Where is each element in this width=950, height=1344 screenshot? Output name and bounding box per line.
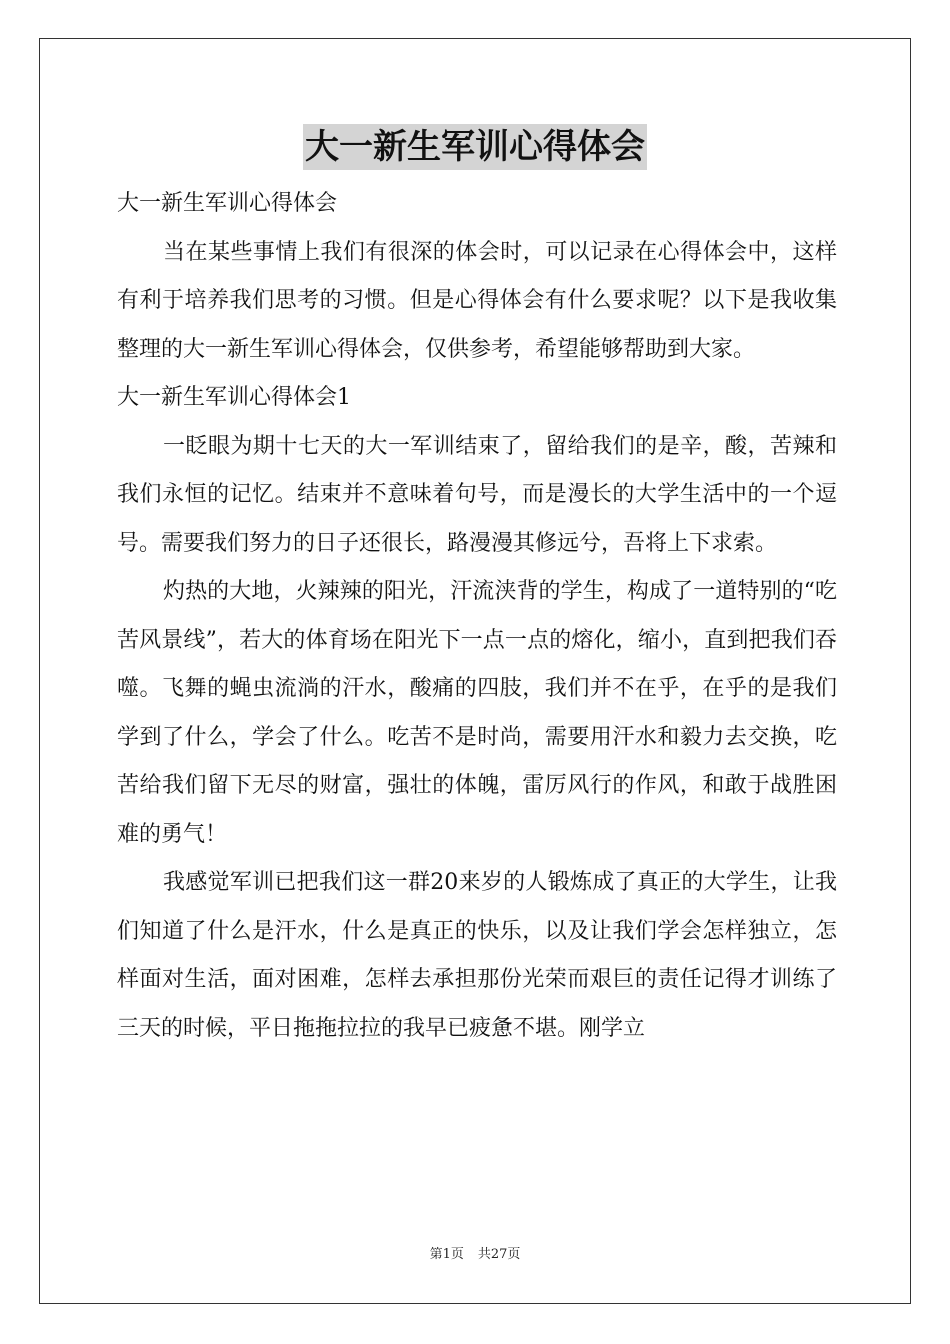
section-heading: 大一新生军训心得体会: [117, 191, 338, 216]
intro-paragraph: 当在某些事情上我们有很深的体会时，可以记录在心得体会中，这样有利于培养我们思考的习惯。但是心得体会有什么要求呢？以下是我收集整理的大一新生军训心得体会，仅供参考，希望能够帮助到大家。: [117, 239, 837, 362]
document-title: 大一新生军训心得体会: [303, 124, 647, 170]
section-heading: 大一新生军训心得体会1: [117, 385, 351, 410]
document-body: [117, 180, 837, 1053]
body-paragraph: 灼热的大地，火辣辣的阳光，汗流浃背的学生，构成了一道特别的“吃苦风景线”，若大的体育场在阳光下一点一点的熔化，缩小，直到把我们吞噬。飞舞的蝇虫流淌的汗水，酸痛的四肢，我们并不在乎，在乎的是我们学到了什么，学会了什么。吃苦不是时尚，需要用汗水和毅力去交换，吃苦给我们留下无尽的财富，强壮的体魄，雷厉风行的作风，和敢于战胜困难的勇气！: [117, 579, 837, 847]
page-number: 第1页: [429, 1247, 464, 1262]
body-paragraph: 一眨眼为期十七天的大一军训结束了，留给我们的是辛，酸，苦辣和我们永恒的记忆。结束并不意味着句号，而是漫长的大学生活中的一个逗号。需要我们努力的日子还很长，路漫漫其修远兮，吾将上下求索。: [117, 433, 837, 556]
body-paragraph: 我感觉军训已把我们这一群20来岁的人锻炼成了真正的大学生，让我们知道了什么是汗水，什么是真正的快乐，以及让我们学会怎样独立，怎样面对生活，面对困难，怎样去承担那份光荣而艰巨的责任记得才训练了三天的时候，平日拖拖拉拉的我早已疲惫不堪。刚学立: [117, 870, 837, 1041]
title-container: [0, 124, 950, 170]
page-total: 共27页: [477, 1247, 521, 1262]
page-footer: [0, 1245, 950, 1265]
